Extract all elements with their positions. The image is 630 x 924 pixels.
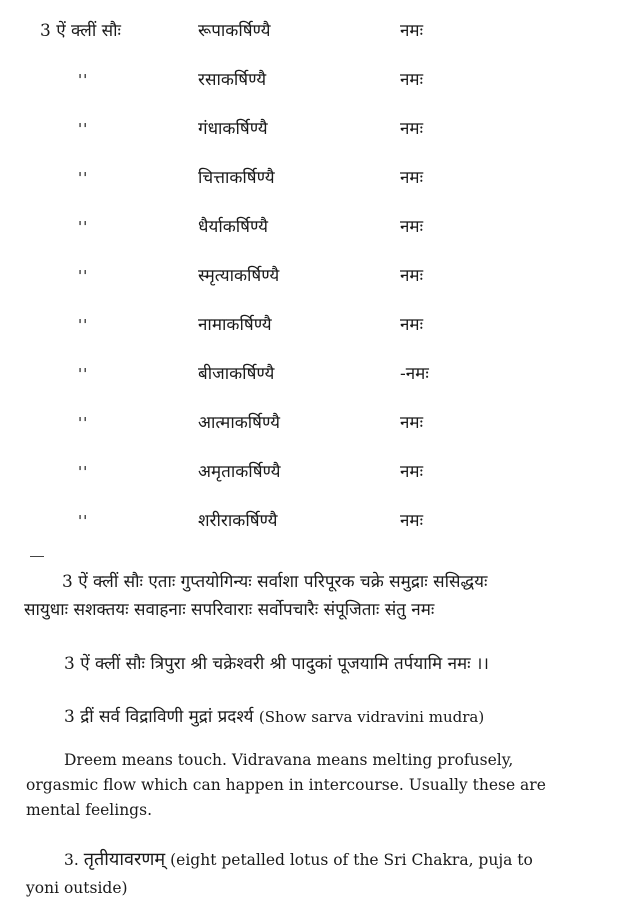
mantra-namah: -नमः	[400, 364, 429, 384]
mantra-namah: नमः	[400, 511, 424, 531]
mantra-row	[0, 163, 630, 193]
mantra-name: रूपाकर्षिण्यै	[198, 21, 271, 41]
mantra-name: शरीराकर्षिण्यै	[198, 511, 278, 531]
mantra-name: स्मृत्याकर्षिण्यै	[198, 266, 280, 286]
ditto-mark: ''	[78, 120, 89, 138]
mantra-row	[0, 359, 630, 389]
ditto-mark: ''	[78, 218, 89, 236]
ditto-mark: ''	[78, 365, 89, 383]
explanation-line-1: Dreem means touch. Vidravana means melting profusely,	[64, 751, 514, 769]
mantra-namah: नमः	[400, 266, 424, 286]
ditto-mark: ''	[78, 267, 89, 285]
ditto-mark: ''	[78, 71, 89, 89]
mantra-name: चित्ताकर्षिण्यै	[198, 168, 275, 188]
ditto-mark: ''	[78, 512, 89, 530]
ditto-mark: ''	[78, 169, 89, 187]
invocation-paragraph	[24, 568, 614, 624]
mantra-namah: नमः	[400, 119, 424, 139]
mantra-namah: नमः	[400, 315, 424, 335]
mantra-row	[0, 408, 630, 438]
mantra-row	[0, 457, 630, 487]
mantra-row	[0, 212, 630, 242]
mantra-namah: नमः	[400, 217, 424, 237]
explanation-line-3: mental feelings.	[26, 801, 152, 819]
invocation-line-2: सायुधाः सशक्तयः सवाहनाः सपरिवाराः सर्वोपचारैः संपूजिताः संतु नमः	[24, 600, 435, 620]
mantra-row	[0, 65, 630, 95]
ditto-mark: ''	[78, 316, 89, 334]
third-enclosure-line-1	[26, 846, 616, 874]
mantra-namah: नमः	[400, 462, 424, 482]
mantra-row	[0, 310, 630, 340]
mantra-prefix: 3 ऐं क्लीं सौः	[40, 21, 121, 41]
mantra-name: रसाकर्षिण्यै	[198, 70, 267, 90]
invocation-line-1: 3 ऐं क्लीं सौः एताः गुप्तयोगिन्यः सर्वाशा परिपूरक चक्रे समुद्राः ससिद्धयः	[62, 572, 488, 592]
mantra-row	[0, 114, 630, 144]
mantra-name: धैर्याकर्षिण्यै	[198, 217, 268, 237]
mudra-english: (Show sarva vidravini mudra)	[258, 708, 485, 726]
stray-mark	[30, 556, 44, 557]
mantra-row	[0, 16, 630, 46]
third-enclosure-paragraph	[26, 846, 616, 902]
mantra-namah: नमः	[400, 168, 424, 188]
mudra-devanagari: 3 द्रीं सर्व विद्राविणी मुद्रां प्रदर्श्य	[64, 707, 254, 727]
mantra-name: आत्माकर्षिण्यै	[198, 413, 280, 433]
section-description: (eight petalled lotus of the Sri Chakra, puja to	[170, 851, 533, 869]
mantra-name: नामाकर्षिण्यै	[198, 315, 272, 335]
mantra-name: अमृताकर्षिण्यै	[198, 462, 281, 482]
ditto-mark: ''	[78, 414, 89, 432]
explanation-line-2: orgasmic flow which can happen in intercourse. Usually these are	[26, 776, 546, 794]
section-number: 3.	[64, 851, 79, 869]
mantra-namah: नमः	[400, 413, 424, 433]
mantra-row	[0, 506, 630, 536]
mantra-name: गंधाकर्षिण्यै	[198, 119, 268, 139]
ditto-mark: ''	[78, 463, 89, 481]
section-title-devanagari: तृतीयावरणम्	[83, 849, 166, 870]
mantra-namah: नमः	[400, 21, 424, 41]
padukam-paragraph: 3 ऐं क्लीं सौः त्रिपुरा श्री चक्रेश्वरी श्री पादुकां पूजयामि तर्पयामि नमः ।।	[64, 654, 489, 674]
third-enclosure-line-2: yoni outside)	[26, 879, 128, 897]
mantra-row	[0, 261, 630, 291]
explanation-paragraph	[26, 748, 616, 823]
mantra-namah: नमः	[400, 70, 424, 90]
mudra-paragraph	[64, 703, 624, 731]
mantra-name: बीजाकर्षिण्यै	[198, 364, 275, 384]
